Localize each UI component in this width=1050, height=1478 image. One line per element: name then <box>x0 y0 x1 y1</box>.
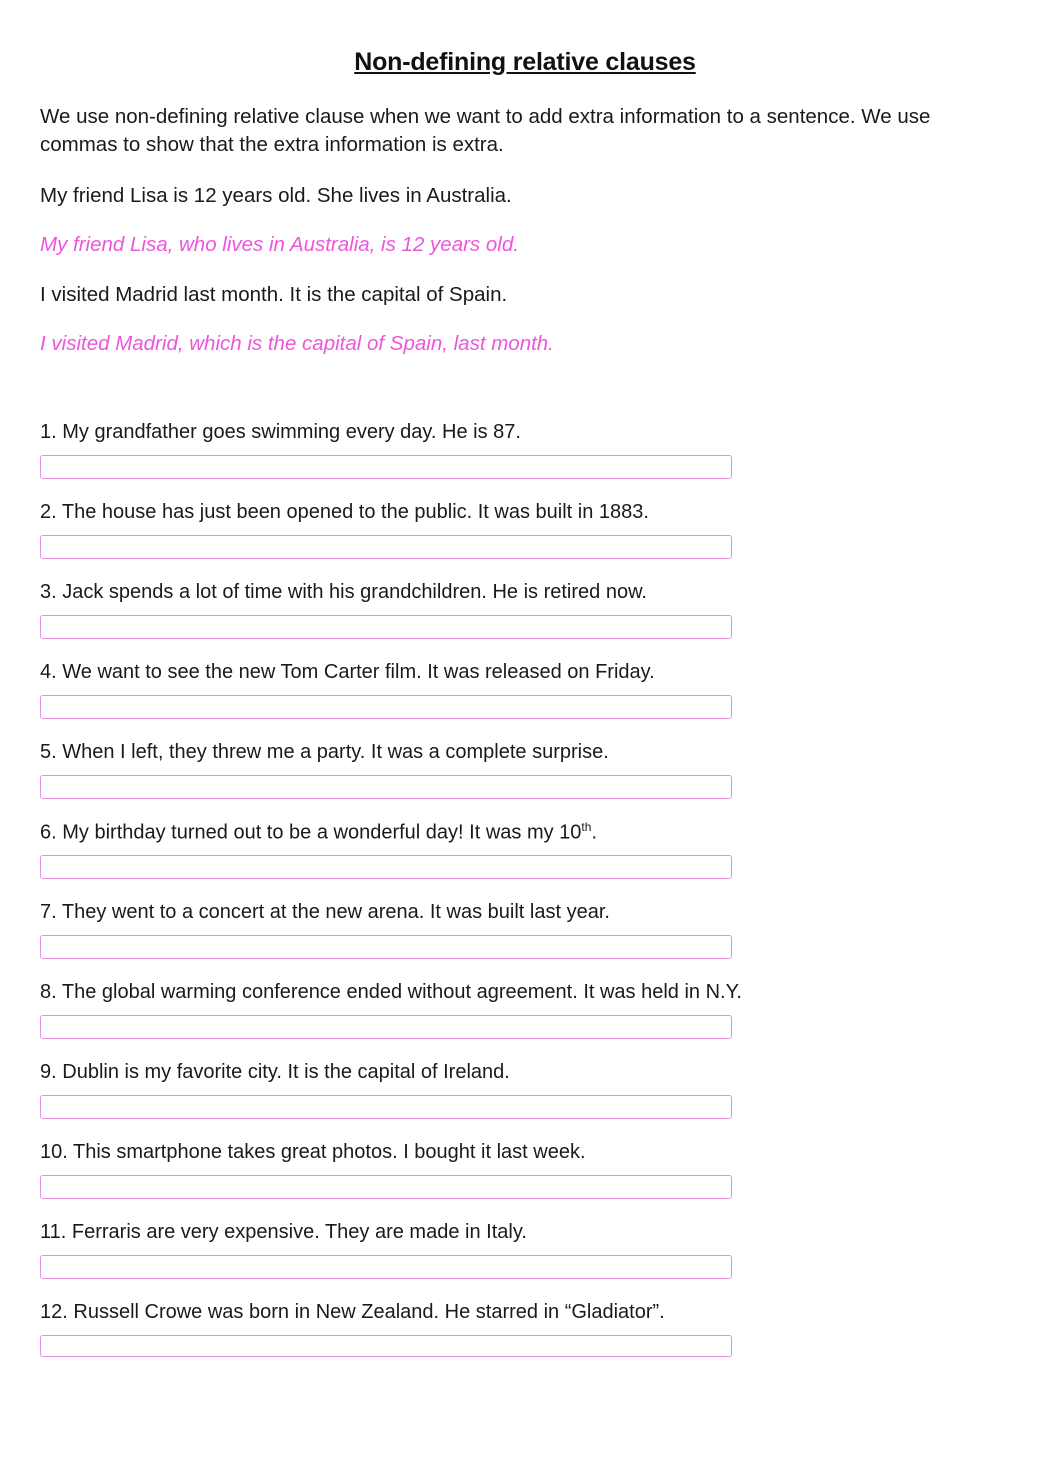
exercise-item-7 <box>40 899 1010 959</box>
question-number-7: 7. <box>40 901 57 924</box>
section-spacer <box>40 359 1010 399</box>
question-number-6: 6. <box>40 821 57 844</box>
example-1-answer: My friend Lisa, who lives in Australia, is 12 years old. <box>40 232 519 256</box>
exercise-item-5 <box>40 739 1010 799</box>
answer-input-7[interactable] <box>40 935 732 959</box>
question-text-12 <box>40 1299 1010 1326</box>
question-text-2 <box>40 499 1010 526</box>
question-body-2: The house has just been opened to the public. It was built in 1883. <box>61 500 649 523</box>
question-number-9: 9. <box>40 1061 57 1084</box>
question-text-5 <box>40 739 1010 766</box>
question-body-4: We want to see the new Tom Carter film. It was released on Friday. <box>62 660 655 683</box>
answer-input-9[interactable] <box>40 1095 732 1119</box>
answer-input-3[interactable] <box>40 615 732 639</box>
answer-input-12[interactable] <box>40 1335 732 1357</box>
question-superscript-6: th <box>581 819 592 834</box>
answer-input-10[interactable] <box>40 1175 732 1199</box>
page-title: Non-defining relative clauses <box>354 48 696 76</box>
answer-input-8[interactable] <box>40 1015 732 1039</box>
question-number-3: 3. <box>40 580 57 603</box>
question-text-8 <box>40 979 1010 1006</box>
exercise-item-12 <box>40 1299 1010 1357</box>
example-1-prompt: My friend Lisa is 12 years old. She lives in Australia. <box>40 183 512 207</box>
answer-input-1[interactable] <box>40 455 732 479</box>
question-text-1 <box>40 419 1010 446</box>
question-text-10 <box>40 1139 1010 1166</box>
answer-input-4[interactable] <box>40 695 732 719</box>
question-body-9: Dublin is my favorite city. It is the capital of Ireland. <box>62 1061 510 1084</box>
question-body-11: Ferraris are very expensive. They are made in Italy. <box>71 1221 527 1244</box>
question-body-1: My grandfather goes swimming every day. He is 87. <box>62 420 521 443</box>
answer-input-6[interactable] <box>40 855 732 879</box>
exercise-item-3 <box>40 579 1010 639</box>
question-body-3: Jack spends a lot of time with his grandchildren. He is retired now. <box>62 580 647 603</box>
worksheet-page <box>0 48 1050 1478</box>
question-text-6 <box>40 819 1010 847</box>
exercise-item-11 <box>40 1219 1010 1279</box>
example-2-answer: I visited Madrid, which is the capital of Spain, last month. <box>40 332 554 356</box>
question-body-7: They went to a concert at the new arena. It was built last year. <box>61 901 610 924</box>
question-text-9 <box>40 1059 1010 1086</box>
exercise-item-9 <box>40 1059 1010 1119</box>
question-body-6: My birthday turned out to be a wonderful day! It was my 10 <box>62 821 582 844</box>
question-number-10: 10. <box>40 1141 68 1164</box>
answer-input-5[interactable] <box>40 775 732 799</box>
exercise-item-1 <box>40 419 1010 479</box>
question-number-1: 1. <box>40 420 57 443</box>
question-number-4: 4. <box>40 660 57 683</box>
question-number-5: 5. <box>40 740 57 763</box>
question-number-12: 12. <box>40 1301 68 1324</box>
answer-input-11[interactable] <box>40 1255 732 1279</box>
question-body-12: Russell Crowe was born in New Zealand. He starred in “Gladiator”. <box>73 1301 665 1324</box>
answer-input-2[interactable] <box>40 535 732 559</box>
exercise-item-6 <box>40 819 1010 880</box>
question-text-11 <box>40 1219 1010 1246</box>
exercise-item-4 <box>40 659 1010 719</box>
question-number-2: 2. <box>40 500 57 523</box>
question-text-7 <box>40 899 1010 926</box>
exercise-item-8 <box>40 979 1010 1039</box>
question-body-8: The global warming conference ended without agreement. It was held in N.Y. <box>61 981 742 1004</box>
question-text-4 <box>40 659 1010 686</box>
question-number-8: 8. <box>40 981 57 1004</box>
question-body-10: This smartphone takes great photos. I bought it last week. <box>73 1141 586 1164</box>
question-number-11: 11. <box>40 1221 67 1244</box>
question-body-6-after: . <box>591 821 597 844</box>
intro-paragraph: We use non-defining relative clause when we want to add extra information to a sentence. We use commas to show that the extra information is extra. <box>40 105 931 157</box>
question-text-3 <box>40 579 1010 606</box>
example-2-prompt: I visited Madrid last month. It is the capital of Spain. <box>40 283 508 307</box>
exercise-item-10 <box>40 1139 1010 1199</box>
exercise-item-2 <box>40 499 1010 559</box>
question-body-5: When I left, they threw me a party. It was a complete surprise. <box>62 740 609 763</box>
